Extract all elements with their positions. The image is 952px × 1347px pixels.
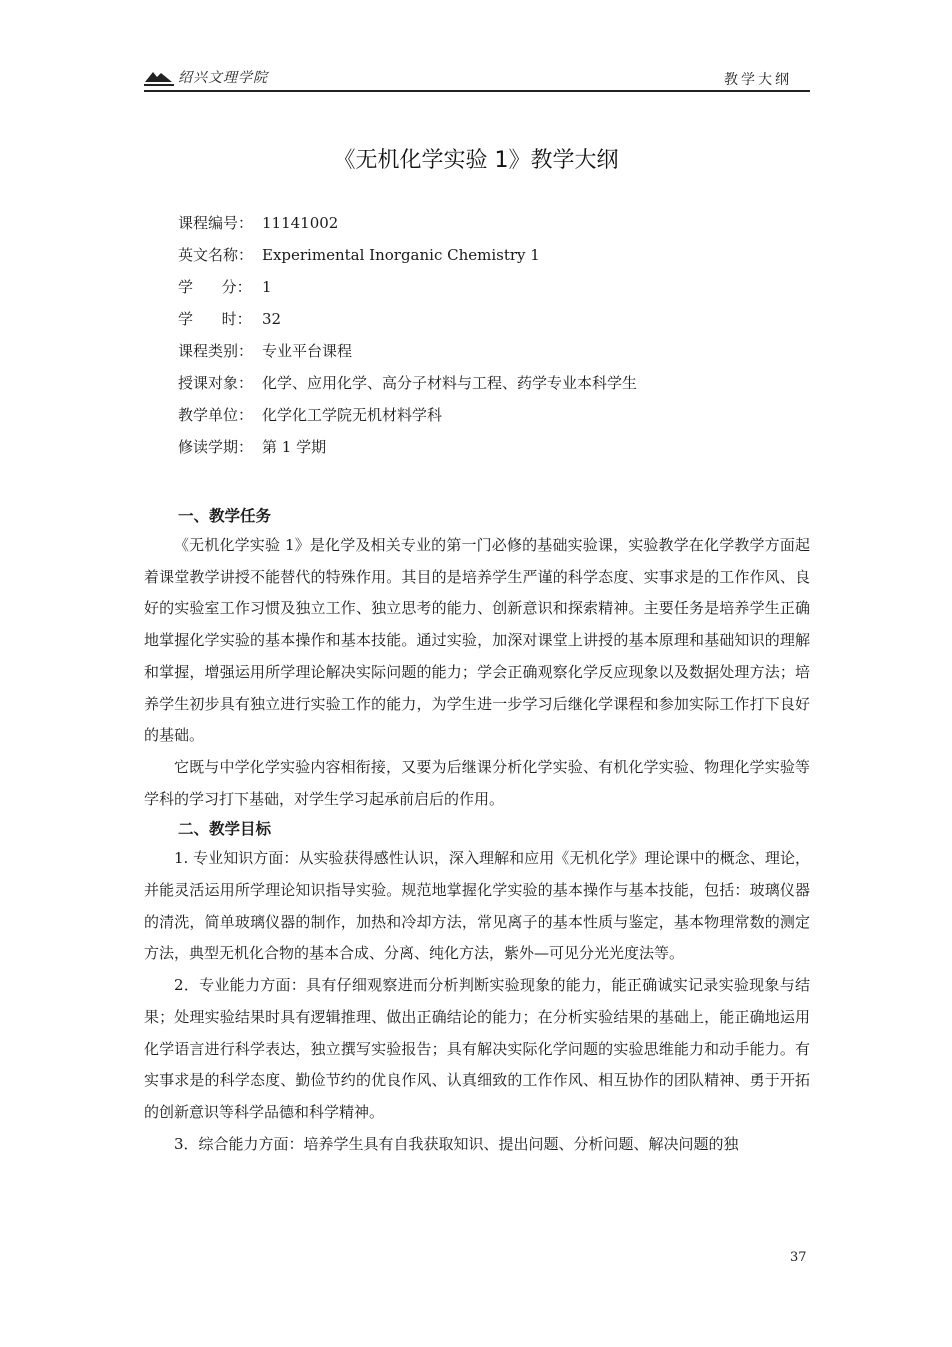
- university-logo: [144, 66, 268, 88]
- header-doc-type: 教学大纲: [724, 72, 792, 88]
- page-title: 《无机化学实验 1》教学大纲: [333, 148, 619, 173]
- section-heading-teaching-goals: 二、教学目标: [178, 820, 272, 839]
- mountain-logo-icon: [144, 67, 174, 87]
- meta-value: 32: [262, 310, 282, 328]
- meta-label: 教学单位：: [178, 406, 254, 424]
- meta-row-category: [178, 338, 818, 370]
- meta-row-unit: [178, 402, 818, 434]
- document-body: [144, 502, 810, 1160]
- paragraph: 《无机化学实验 1》是化学及相关专业的第一门必修的基础实验课，实验教学在化学教学方面起着课堂教学讲授不能替代的特殊作用。其目的是培养学生严谨的科学态度、实事求是的工作作风、良好的实验室工作习惯及独立工作、独立思考的能力、创新意识和探索精神。主要任务是培养学生正确地掌握化学实验的基本操作和基本技能。通过实验，加深对课堂上讲授的基本原理和基础知识的理解和掌握，增强运用所学理论解决实际问题的能力；学会正确观察化学反应现象以及数据处理方法；培养学生初步具有独立进行实验工作的能力，为学生进一步学习后继化学课程和参加实际工作打下良好的基础。: [144, 536, 810, 745]
- meta-label: 英文名称：: [178, 246, 254, 264]
- meta-label: 学 时：: [178, 310, 252, 328]
- page-header: [144, 66, 810, 92]
- course-meta: [178, 210, 818, 466]
- meta-row-credits: [178, 274, 818, 306]
- university-name: 绍兴文理学院: [178, 70, 268, 86]
- meta-value: 化学化工学院无机材料学科: [262, 406, 443, 424]
- meta-row-semester: [178, 434, 818, 466]
- page-number: 37: [790, 1250, 807, 1265]
- meta-value: Experimental Inorganic Chemistry 1: [262, 246, 540, 264]
- meta-value: 专业平台课程: [262, 342, 353, 360]
- meta-value: 11141002: [262, 214, 339, 232]
- section-heading-teaching-task: 一、教学任务: [178, 507, 272, 525]
- meta-row-hours: [178, 306, 818, 338]
- meta-label: 课程编号：: [178, 214, 254, 232]
- meta-value: 1: [262, 278, 272, 296]
- meta-value: 化学、应用化学、高分子材料与工程、药学专业本科学生: [262, 374, 638, 392]
- meta-label: 授课对象：: [178, 374, 254, 392]
- meta-row-english-name: [178, 242, 818, 274]
- meta-label: 课程类别：: [178, 342, 254, 360]
- paragraph: 它既与中学化学实验内容相衔接，又要为后继课分析化学实验、有机化学实验、物理化学实验等学科的学习打下基础，对学生学习起承前启后的作用。: [144, 757, 810, 808]
- meta-value: 第 1 学期: [262, 438, 327, 456]
- paragraph: 2．专业能力方面：具有仔细观察进而分析判断实验现象的能力，能正确诚实记录实验现象与结果；处理实验结果时具有逻辑推理、做出正确结论的能力；在分析实验结果的基础上，能正确地运用化学语言进行科学表达，独立撰写实验报告；具有解决实际化学问题的实验思维能力和动手能力。有实事求是的科学态度、勤俭节约的优良作风、认真细致的工作作风、相互协作的团队精神、勇于开拓的创新意识等科学品德和科学精神。: [144, 976, 810, 1121]
- meta-row-course-code: [178, 210, 818, 242]
- paragraph: 1. 专业知识方面：从实验获得感性认识，深入理解和应用《无机化学》理论课中的概念、理论，并能灵活运用所学理论知识指导实验。规范地掌握化学实验的基本操作与基本技能，包括：玻璃仪器的清洗，简单玻璃仪器的制作，加热和冷却方法，常见离子的基本性质与鉴定，基本物理常数的测定方法，典型无机化合物的基本合成、分离、纯化方法，紫外—可见分光光度法等。: [144, 849, 810, 963]
- meta-row-audience: [178, 370, 818, 402]
- meta-label: 学 分：: [178, 278, 252, 296]
- paragraph: 3．综合能力方面：培养学生具有自我获取知识、提出问题、分析问题、解决问题的独: [174, 1134, 739, 1153]
- meta-label: 修读学期：: [178, 438, 254, 456]
